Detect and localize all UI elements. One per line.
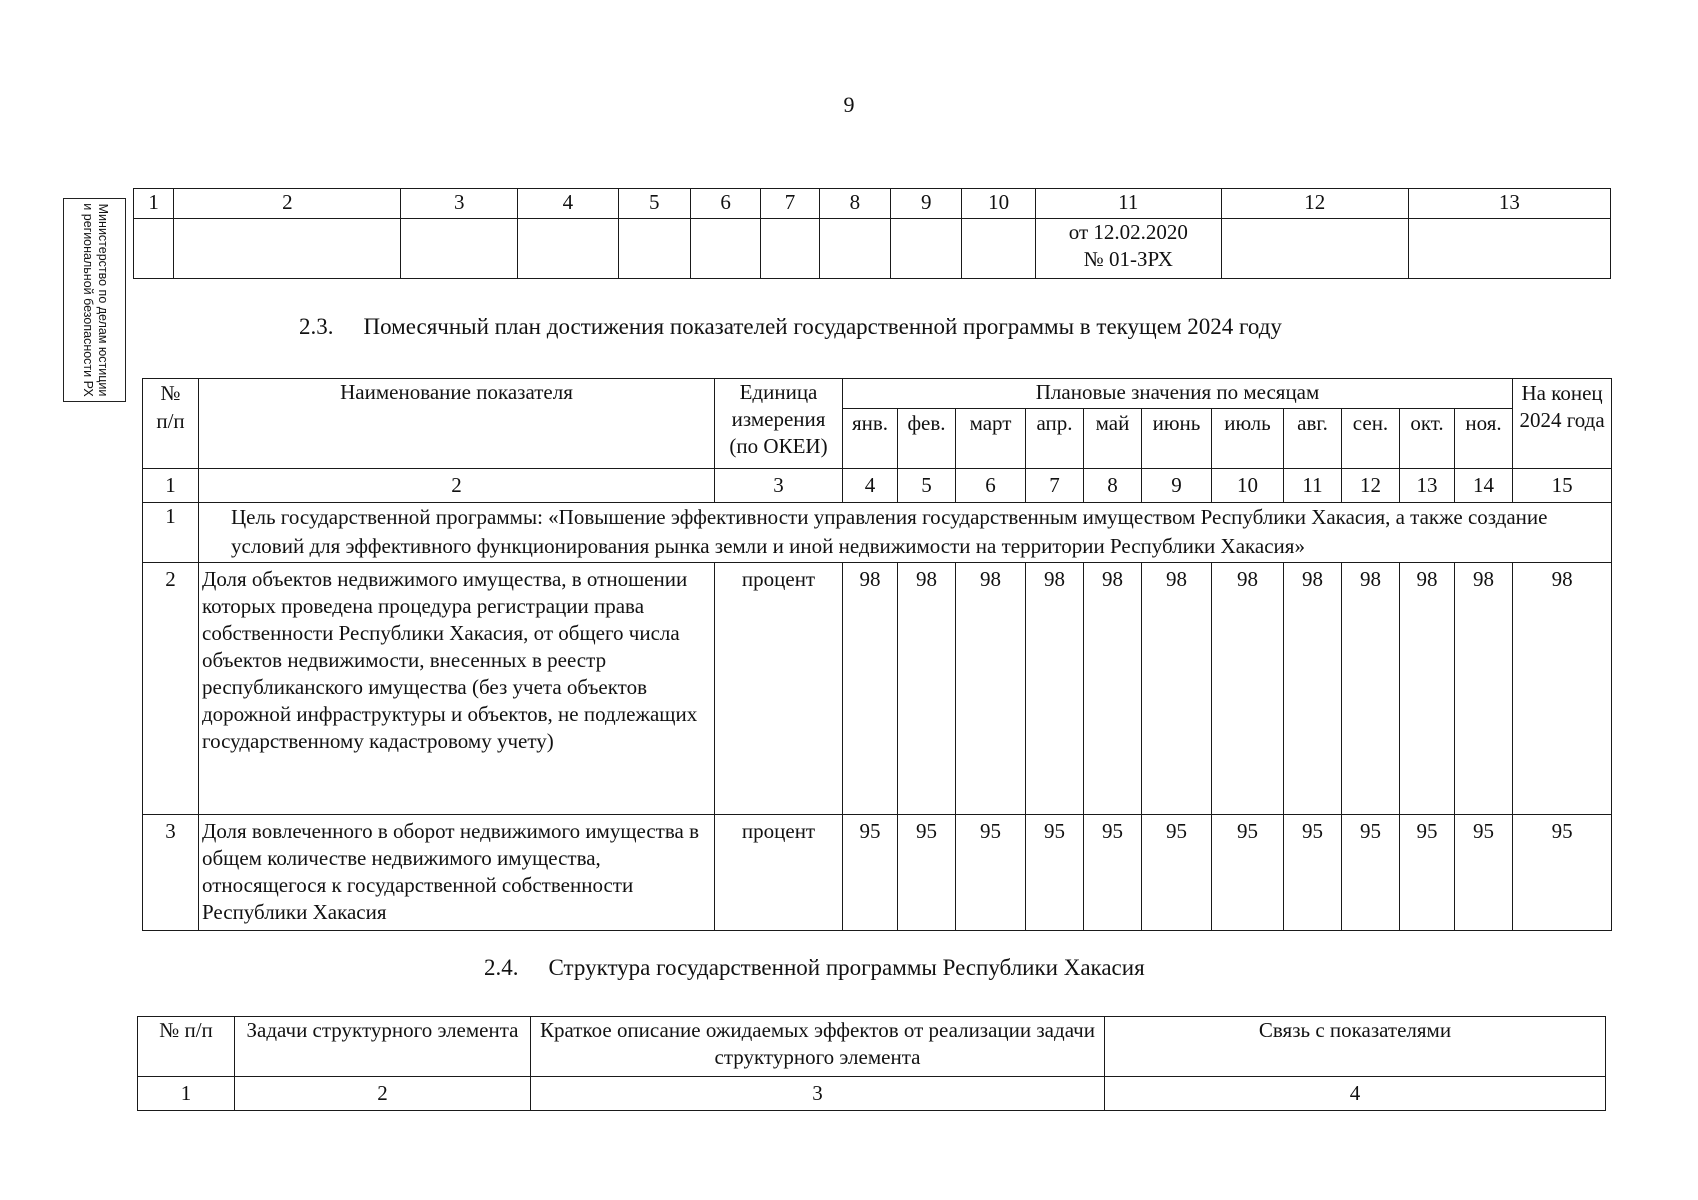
month-apr: апр. xyxy=(1026,409,1084,469)
header-unit: Единица измерения (по ОКЕИ) xyxy=(715,379,843,469)
stamp-text: Министерство по делам юстиции и региональной безопасности РХ xyxy=(80,203,110,397)
row-value-apr: 95 xyxy=(1026,815,1084,931)
goal-row xyxy=(143,503,1612,563)
top-table-header-row xyxy=(134,189,1611,219)
top-col-10: 10 xyxy=(962,189,1035,219)
row-value-jun: 95 xyxy=(1142,815,1212,931)
col-number: 12 xyxy=(1342,469,1400,503)
goal-row-no: 1 xyxy=(143,503,199,563)
header-plan-values: Плановые значения по месяцам xyxy=(843,379,1513,409)
col-number: 4 xyxy=(843,469,898,503)
goal-row-text: Цель государственной программы: «Повышение эффективности управления государственным имуществом Республики Хакасия, а также создание условий для эффективного функционирования рынка земли и иной недвижимости на территории Республики Хакасия» xyxy=(199,503,1612,563)
row-value-end: 95 xyxy=(1513,815,1612,931)
month-jul: июль xyxy=(1212,409,1284,469)
top-table-data-row xyxy=(134,219,1611,279)
row-no: 2 xyxy=(143,563,199,815)
month-may: май xyxy=(1084,409,1142,469)
structure-column-numbers-row xyxy=(138,1077,1606,1111)
section-2-3-heading xyxy=(299,314,1282,340)
col-number: 15 xyxy=(1513,469,1612,503)
top-col-11: 11 xyxy=(1035,189,1221,219)
top-col-9: 9 xyxy=(891,189,962,219)
section-2-3-title: Помесячный план достижения показателей государственной программы в текущем 2024 году xyxy=(363,314,1282,339)
structure-header-effects: Краткое описание ожидаемых эффектов от реализации задачи структурного элемента xyxy=(531,1017,1105,1077)
month-jan: янв. xyxy=(843,409,898,469)
top-col-12: 12 xyxy=(1221,189,1408,219)
structure-header-indicators-link: Связь с показателями xyxy=(1105,1017,1606,1077)
month-aug: авг. xyxy=(1284,409,1342,469)
col-number: 8 xyxy=(1084,469,1142,503)
top-col-7: 7 xyxy=(761,189,819,219)
row-value-mar: 95 xyxy=(956,815,1026,931)
top-cell-law-reference xyxy=(1035,219,1221,279)
row-value-jul: 95 xyxy=(1212,815,1284,931)
indicator-row xyxy=(143,815,1612,931)
section-2-4-title: Структура государственной программы Республики Хакасия xyxy=(548,955,1145,980)
row-value-sep: 98 xyxy=(1342,563,1400,815)
row-indicator-name: Доля объектов недвижимого имущества, в отношении которых проведена процедура регистрации права собственности Республики Хакасия, от общего числа объектов недвижимости, внесенных в реестр республиканского имущества (без учета объектов дорожной инфраструктуры и объектов, не подлежащих государственному кадастровому учету) xyxy=(199,563,715,815)
registration-stamp xyxy=(63,198,126,402)
row-value-oct: 95 xyxy=(1400,815,1455,931)
row-unit: процент xyxy=(715,563,843,815)
top-col-1: 1 xyxy=(134,189,174,219)
page-number: 9 xyxy=(843,92,855,117)
row-value-jan: 95 xyxy=(843,815,898,931)
col-number: 3 xyxy=(531,1077,1105,1111)
row-indicator-name: Доля вовлеченного в оборот недвижимого имущества в общем количестве недвижимого имущества, относящегося к государственной собственности Республики Хакасия xyxy=(199,815,715,931)
header-no: № п/п xyxy=(143,379,199,469)
row-unit: процент xyxy=(715,815,843,931)
col-number: 1 xyxy=(143,469,199,503)
col-number: 5 xyxy=(898,469,956,503)
col-number: 3 xyxy=(715,469,843,503)
row-value-end: 98 xyxy=(1513,563,1612,815)
structure-header-no: № п/п xyxy=(138,1017,235,1077)
row-value-feb: 95 xyxy=(898,815,956,931)
section-2-4-number: 2.4. xyxy=(484,955,519,980)
structure-header-tasks: Задачи структурного элемента xyxy=(235,1017,531,1077)
header-indicator-name: Наименование показателя xyxy=(199,379,715,469)
row-value-oct: 98 xyxy=(1400,563,1455,815)
structure-table xyxy=(137,1016,1606,1111)
monthly-column-numbers-row xyxy=(143,469,1612,503)
top-col-3: 3 xyxy=(401,189,518,219)
row-value-feb: 98 xyxy=(898,563,956,815)
col-number: 2 xyxy=(235,1077,531,1111)
row-value-may: 98 xyxy=(1084,563,1142,815)
top-col-5: 5 xyxy=(618,189,690,219)
row-value-mar: 98 xyxy=(956,563,1026,815)
col-number: 10 xyxy=(1212,469,1284,503)
row-value-nov: 95 xyxy=(1455,815,1513,931)
month-mar: март xyxy=(956,409,1026,469)
month-feb: фев. xyxy=(898,409,956,469)
section-2-3-number: 2.3. xyxy=(299,314,334,339)
header-end-of-year: На конец 2024 года xyxy=(1513,379,1612,469)
row-value-apr: 98 xyxy=(1026,563,1084,815)
month-oct: окт. xyxy=(1400,409,1455,469)
col-number: 14 xyxy=(1455,469,1513,503)
col-number: 4 xyxy=(1105,1077,1606,1111)
month-jun: июнь xyxy=(1142,409,1212,469)
row-value-sep: 95 xyxy=(1342,815,1400,931)
row-value-aug: 95 xyxy=(1284,815,1342,931)
row-value-aug: 98 xyxy=(1284,563,1342,815)
month-sep: сен. xyxy=(1342,409,1400,469)
top-col-13: 13 xyxy=(1408,189,1610,219)
top-col-2: 2 xyxy=(174,189,401,219)
monthly-header-row-1 xyxy=(143,379,1612,409)
col-number: 11 xyxy=(1284,469,1342,503)
col-number: 1 xyxy=(138,1077,235,1111)
top-col-4: 4 xyxy=(518,189,619,219)
row-value-jun: 98 xyxy=(1142,563,1212,815)
row-no: 3 xyxy=(143,815,199,931)
row-value-jan: 98 xyxy=(843,563,898,815)
structure-header-row xyxy=(138,1017,1606,1077)
month-nov: ноя. xyxy=(1455,409,1513,469)
law-number: № 01-ЗРХ xyxy=(1083,247,1173,271)
col-number: 13 xyxy=(1400,469,1455,503)
monthly-plan-table xyxy=(142,378,1612,931)
section-2-4-heading xyxy=(484,955,1145,981)
row-value-nov: 98 xyxy=(1455,563,1513,815)
law-date: от 12.02.2020 xyxy=(1068,220,1188,244)
col-number: 2 xyxy=(199,469,715,503)
top-continuation-table xyxy=(133,188,1611,279)
col-number: 7 xyxy=(1026,469,1084,503)
top-col-8: 8 xyxy=(819,189,890,219)
col-number: 9 xyxy=(1142,469,1212,503)
indicator-row xyxy=(143,563,1612,815)
col-number: 6 xyxy=(956,469,1026,503)
row-value-jul: 98 xyxy=(1212,563,1284,815)
top-col-6: 6 xyxy=(690,189,760,219)
row-value-may: 95 xyxy=(1084,815,1142,931)
